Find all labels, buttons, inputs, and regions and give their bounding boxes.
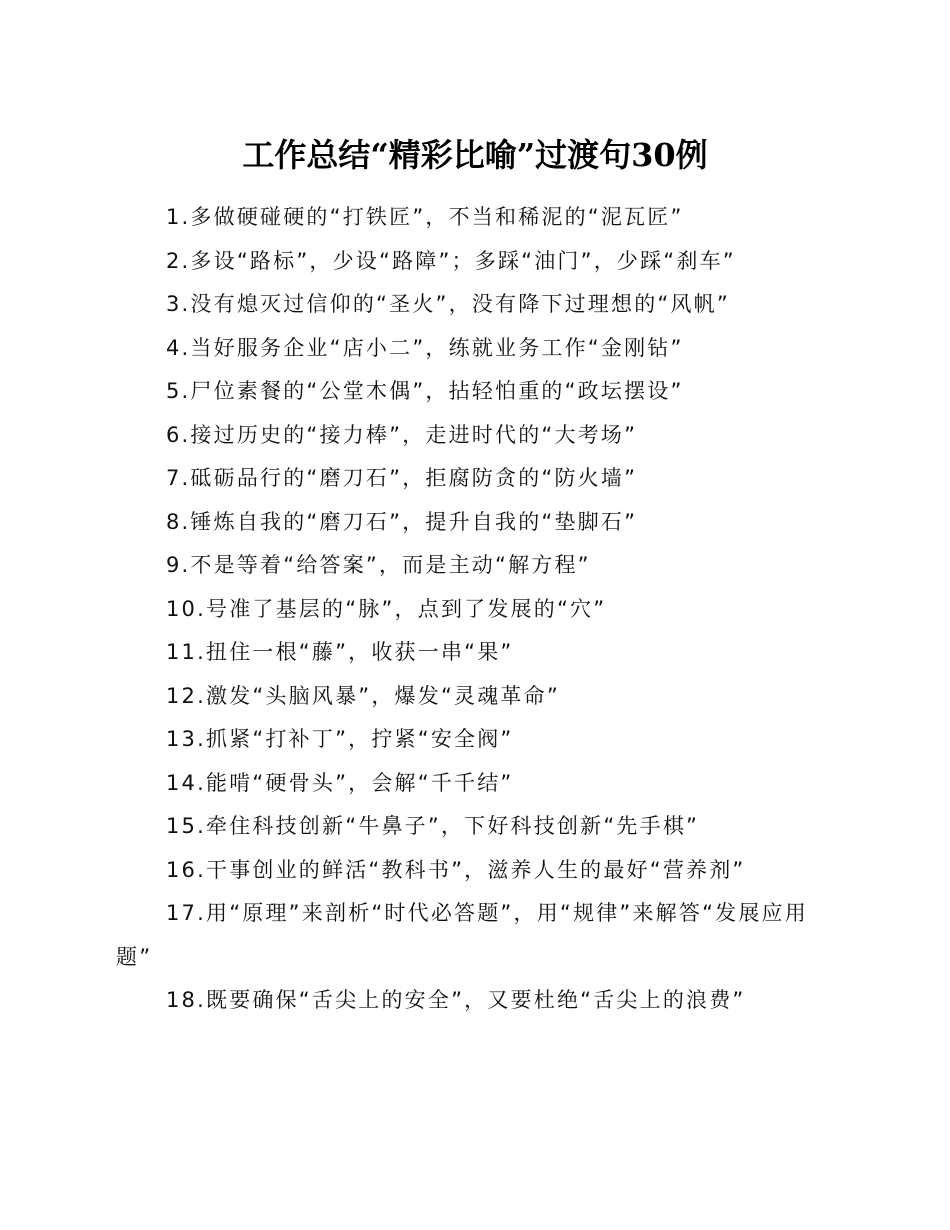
- list-item: 10.号准了基层的“脉”，点到了发展的“穴”: [166, 596, 607, 621]
- list-item: 2.多设“路标”，少设“路障”；多踩“油门”，少踩“刹车”: [166, 248, 736, 273]
- list-item: 15.牵住科技创新“牛鼻子”，下好科技创新“先手棋”: [166, 814, 700, 838]
- document-title: 工作总结“精彩比喻”过渡句30例: [242, 136, 708, 174]
- list-item: 1.多做硬碰硬的“打铁匠”，不当和稀泥的“泥瓦匠”: [166, 205, 684, 229]
- list-item: 8.锤炼自我的“磨刀石”，提升自我的“垫脚石”: [166, 509, 638, 534]
- list-item: 17.用“原理”来剖析“时代必答题”，用“规律”来解答“发展应用题”: [116, 901, 808, 969]
- list-item: 12.激发“头脑风暴”，爆发“灵魂革命”: [166, 683, 560, 708]
- list-item: 3.没有熄灭过信仰的“圣火”，没有降下过理想的“风帆”: [166, 292, 730, 316]
- list-item: 13.抓紧“打补丁”，拧紧“安全阀”: [166, 727, 514, 751]
- list-item: 9.不是等着“给答案”，而是主动“解方程”: [166, 553, 591, 577]
- list-item: 6.接过历史的“接力棒”，走进时代的“大考场”: [166, 422, 638, 447]
- list-item: 5.尸位素餐的“公堂木偶”，拈轻怕重的“政坛摆设”: [166, 379, 684, 403]
- list-item: 14.能啃“硬骨头”，会解“千千结”: [166, 770, 514, 795]
- list-item: 16.干事创业的鲜活“教科书”，滋养人生的最好“营养剂”: [166, 857, 746, 882]
- list-item: 18.既要确保“舌尖上的安全”，又要杜绝“舌尖上的浪费”: [166, 988, 746, 1012]
- list-item: 7.砥砺品行的“磨刀石”，拒腐防贪的“防火墙”: [166, 466, 638, 490]
- list-item: 4.当好服务企业“店小二”，练就业务工作“金刚钻”: [166, 335, 684, 360]
- list-item: 11.扭住一根“藤”，收获一串“果”: [166, 640, 514, 664]
- document-body: [116, 196, 816, 1023]
